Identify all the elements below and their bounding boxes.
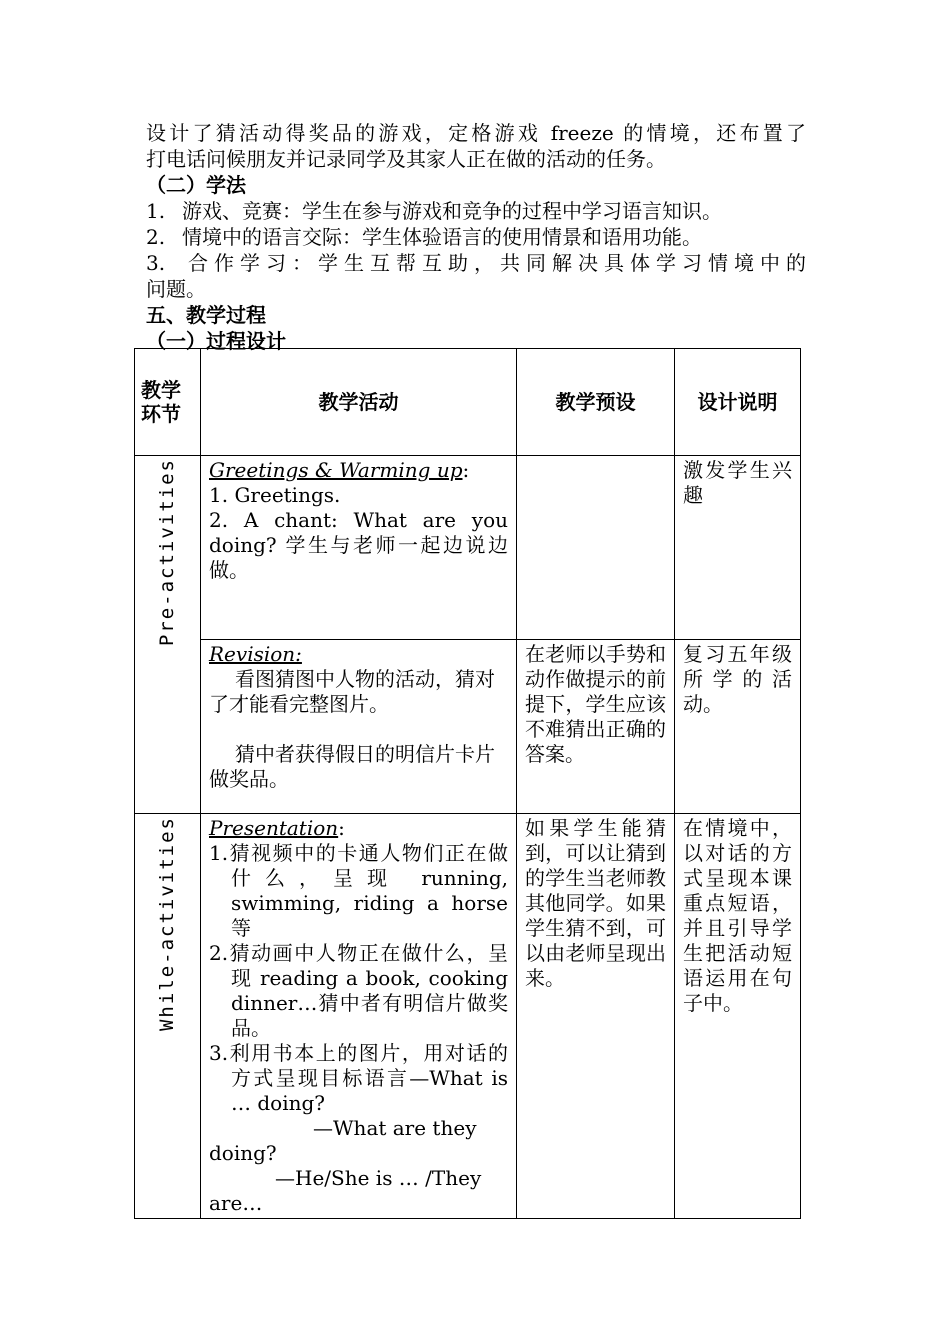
presentation-dialog-b: —He/She is … /They are… xyxy=(209,1166,482,1215)
method-heading: （二）学法 xyxy=(146,173,246,197)
table-header-row xyxy=(135,349,801,456)
table-row-revision xyxy=(135,640,801,814)
intro-line-2: 打电话问候朋友并记录同学及其家人正在做的活动的任务。 xyxy=(146,147,666,171)
section-5-subheading: （一）过程设计 xyxy=(146,329,286,353)
table-row-greetings xyxy=(135,456,801,640)
revision-title: Revision: xyxy=(209,642,302,666)
header-stage: 教学 环节 xyxy=(135,349,201,456)
activity-presentation: Presentation: 1.猜视频中的卡通人物们正在做什么，呈现 running, swimming, riding a horse 等 2.猜动画中人物正在做什么，呈现 reading a book, cooking dinner…猜中者有明信片做奖品。 3.利用书本上的图片，用对话的方式呈现目标语言—What is … doing? —What are they doing? —He/She is … /They are… xyxy=(201,814,517,1219)
method-item-3: 3. 合作学习：学生互帮互助，共同解决具体学习情境中的 xyxy=(146,251,806,275)
presentation-title: Presentation xyxy=(209,816,339,840)
revision-para-2: 猜中者获得假日的明信片卡片做奖品。 xyxy=(209,742,495,791)
notes-revision: 复习五年级所学的活动。 xyxy=(675,640,801,814)
method-item-1: 1. 游戏、竞赛：学生在参与游戏和竞争的过程中学习语言知识。 xyxy=(146,199,722,223)
header-preset: 教学预设 xyxy=(517,349,675,456)
table-row-presentation xyxy=(135,814,801,1219)
stage-while-activities: While-activities xyxy=(135,814,201,1219)
stage-pre-activities: Pre-activities xyxy=(135,456,201,814)
section-5-heading: 五、教学过程 xyxy=(146,303,266,327)
preset-greetings xyxy=(517,456,675,640)
notes-presentation: 在情境中，以对话的方式呈现本课重点短语，并且引导学生把活动短语运用在句子中。 xyxy=(675,814,801,1219)
greetings-title: Greetings & Warming up xyxy=(209,458,463,482)
method-item-3-cont: 问题。 xyxy=(146,277,206,301)
preset-presentation: 如果学生能猜到，可以让猜到的学生当老师教其他同学。如果学生猜不到，可以由老师呈现出来。 xyxy=(517,814,675,1219)
header-activity: 教学活动 xyxy=(201,349,517,456)
notes-greetings: 激发学生兴趣 xyxy=(675,456,801,640)
revision-para-1: 看图猜图中人物的活动，猜对了才能看完整图片。 xyxy=(209,667,495,716)
presentation-dialog-a: —What are they doing? xyxy=(209,1116,477,1165)
presentation-item-2: 2.猜动画中人物正在做什么，呈现 reading a book, cooking dinner…猜中者有明信片做奖品。 xyxy=(209,941,508,1040)
process-design-table xyxy=(134,348,801,1219)
preset-revision: 在老师以手势和动作做提示的前提下，学生应该不难猜出正确的答案。 xyxy=(517,640,675,814)
greetings-item-2: 2. A chant: What are you doing? 学生与老师一起边说边做。 xyxy=(209,508,508,582)
intro-text xyxy=(146,120,806,354)
method-item-2: 2. 情境中的语言交际：学生体验语言的使用情景和语用功能。 xyxy=(146,225,702,249)
presentation-item-3: 3.利用书本上的图片，用对话的方式呈现目标语言—What is … doing? xyxy=(209,1041,508,1115)
presentation-item-1: 1.猜视频中的卡通人物们正在做什么，呈现 running, swimming, riding a horse 等 xyxy=(209,841,508,940)
activity-greetings: Greetings & Warming up: 1. Greetings. 2. A chant: What are you doing? 学生与老师一起边说边做。 xyxy=(201,456,517,640)
greetings-item-1: 1. Greetings. xyxy=(209,483,341,507)
header-notes: 设计说明 xyxy=(675,349,801,456)
intro-line-1: 设计了猜活动得奖品的游戏，定格游戏 freeze 的情境，还布置了 xyxy=(146,121,806,145)
activity-revision xyxy=(201,640,517,814)
